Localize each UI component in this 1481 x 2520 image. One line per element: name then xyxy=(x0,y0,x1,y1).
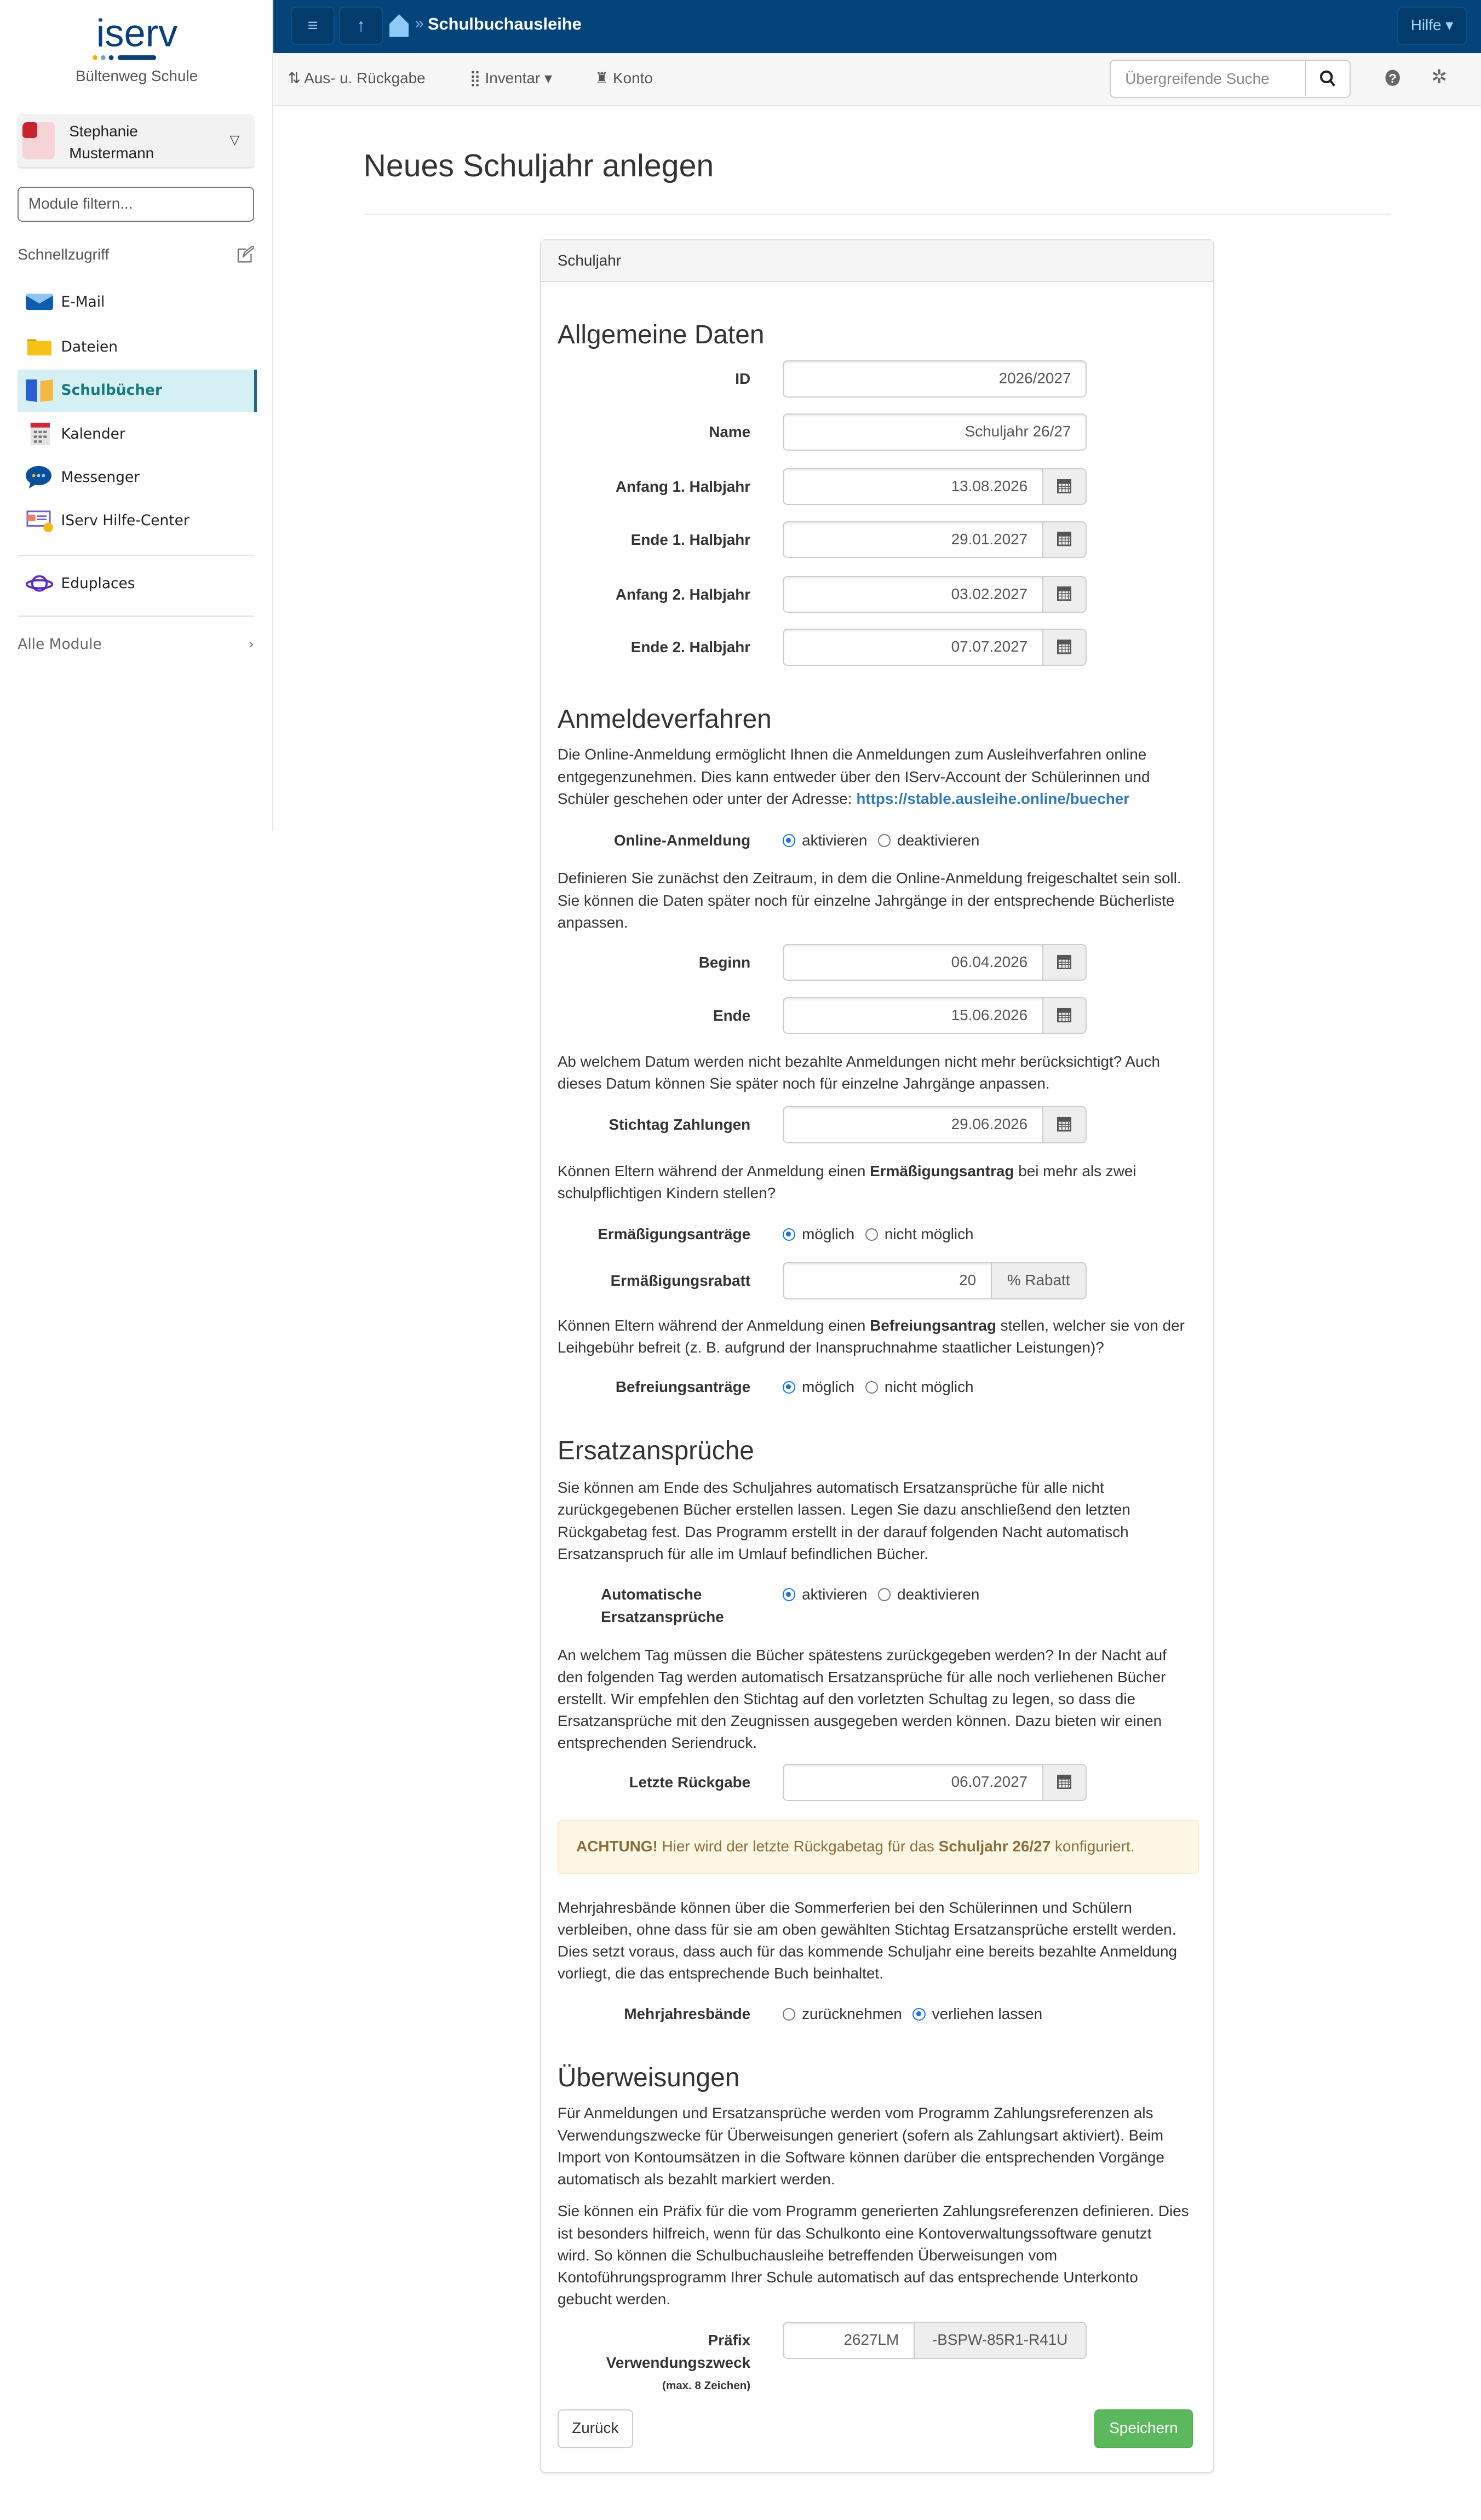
quick-access-label: Schnellzugriff xyxy=(18,246,110,263)
sidebar-item-eduplaces[interactable]: Eduplaces xyxy=(18,563,254,605)
text-line: Mehrjahresbände können über die Sommerferien bei den Schülerinnen und Schülern xyxy=(557,1898,1132,1916)
registration-end-input[interactable]: 15.06.2026 xyxy=(783,997,1043,1034)
edit-icon[interactable] xyxy=(237,246,254,267)
radio-button[interactable] xyxy=(783,1228,795,1241)
end-half1-input[interactable]: 29.01.2027 xyxy=(783,521,1043,559)
label-hint: (max. 8 Zeichen) xyxy=(662,2379,751,2392)
text-line: den folgenden Tag werden automatisch Ersatzansprüche für alle noch verliehenen Bücher xyxy=(557,1668,1166,1685)
field-multi-year-volumes xyxy=(558,2003,1201,2025)
search-icon xyxy=(1306,61,1350,96)
breadcrumb-current[interactable]: Schulbuchausleihe xyxy=(427,14,582,34)
arrow-up-icon: ↑ xyxy=(357,15,366,35)
start-half2-input[interactable]: 03.02.2027 xyxy=(783,576,1043,613)
home-icon[interactable] xyxy=(389,14,409,41)
field-label: Ende 2. Halbjahr xyxy=(630,638,751,656)
payment-deadline-input[interactable]: 29.06.2026 xyxy=(783,1106,1043,1143)
registration-intro xyxy=(558,744,1201,810)
radio-possible[interactable] xyxy=(783,1223,854,1245)
radio-button[interactable] xyxy=(783,1588,795,1601)
toolbar-label: Inventar xyxy=(485,70,541,87)
save-button[interactable]: Speichern xyxy=(1094,2409,1192,2448)
field-end-half2 xyxy=(558,629,1201,666)
field-label: Mehrjahresbände xyxy=(624,2005,751,2023)
calendar-icon xyxy=(26,421,53,447)
iserv-logo[interactable] xyxy=(85,14,188,62)
text-line: Kontoführungsprogramm Ihrer Schule automatisch auf das entsprechende Unterkonto xyxy=(557,2269,1138,2286)
radio-label: verliehen lassen xyxy=(932,2005,1043,2023)
field-reduction-requests xyxy=(558,1223,1201,1245)
mail-icon xyxy=(26,289,53,315)
calendar-icon[interactable] xyxy=(1043,576,1087,613)
search-button[interactable] xyxy=(1305,61,1350,96)
return-date-text xyxy=(558,1644,1201,1754)
text-line: zurückgegebenen Bücher erstellen lassen. Legen Sie dazu anschließend den letzten xyxy=(557,1501,1130,1518)
divider xyxy=(18,615,254,617)
radio-label: zurücknehmen xyxy=(802,2005,902,2023)
radio-button[interactable] xyxy=(912,2008,925,2021)
books-icon xyxy=(26,378,53,404)
text-line: Verwendungszwecke für Überweisungen generiert (sofern als Zahlungsart aktiviert). Beim xyxy=(557,2126,1164,2144)
compensation-intro xyxy=(558,1477,1201,1565)
text-line: verbleiben, ohne dass für sie am oben gewählten Stichtag Ersatzansprüche erstellt werden. xyxy=(557,1920,1176,1938)
barcode-icon: ⣿ xyxy=(469,70,481,87)
radio-possible[interactable] xyxy=(783,1376,854,1398)
text-line: gebucht werden. xyxy=(557,2291,670,2308)
field-id xyxy=(558,360,1201,398)
text-line: erstellt. Wir empfehlen den Stichtag auf den vorletzten Schultag zu legen, so dass die xyxy=(557,1690,1136,1708)
text-segment: stellen, welcher sie von der xyxy=(996,1316,1185,1334)
field-label: Anfang 2. Halbjahr xyxy=(615,585,751,603)
calendar-icon[interactable] xyxy=(1043,1106,1087,1143)
section-heading-transfers: Überweisungen xyxy=(557,2063,740,2092)
text-line: Ab welchem Datum werden nicht bezahlte Anmeldungen nicht mehr berücksichtigt? Auch xyxy=(557,1053,1160,1071)
radio-label: aktivieren xyxy=(802,1586,868,1603)
text-line: Die Online-Anmeldung ermöglicht Ihnen die Anmeldungen zum Ausleihverfahren online xyxy=(557,746,1147,763)
field-payment-prefix xyxy=(558,2322,1201,2392)
id-input[interactable]: 2026/2027 xyxy=(783,360,1087,398)
page-title: Neues Schuljahr anlegen xyxy=(363,148,714,184)
sidebar-item-schoolbooks[interactable]: Schulbücher xyxy=(18,370,257,411)
section-heading-general: Allgemeine Daten xyxy=(557,320,765,350)
registration-period-text xyxy=(558,867,1201,934)
transfers-intro xyxy=(558,2102,1201,2190)
text-line: automatisch als bezahlt markiert werden. xyxy=(557,2170,835,2188)
field-label: Letzte Rückgabe xyxy=(629,1774,751,1791)
radio-button[interactable] xyxy=(878,1588,891,1601)
field-last-return xyxy=(558,1764,1201,1801)
field-registration-begin xyxy=(558,944,1201,981)
toolbar-account[interactable] xyxy=(595,69,653,87)
all-modules-link[interactable]: Alle Module › xyxy=(18,624,254,665)
radio-label: nicht möglich xyxy=(884,1226,974,1243)
last-return-input[interactable]: 06.07.2027 xyxy=(783,1764,1043,1801)
radio-not-possible[interactable] xyxy=(865,1376,974,1398)
exemption-text xyxy=(558,1315,1201,1359)
name-input[interactable]: Schuljahr 26/27 xyxy=(783,413,1087,451)
user-first-name: Stephanie xyxy=(69,123,138,140)
avatar xyxy=(22,122,55,159)
text-line: Sie können ein Präfix für die vom Programm generierten Zahlungsreferenzen definieren. Dies xyxy=(557,2202,1189,2220)
sidebar-item-files[interactable]: Dateien xyxy=(18,326,254,368)
text-segment: Können Eltern während der Anmeldung einen xyxy=(557,1162,870,1180)
text-line: dieses Datum können Sie später noch für einzelne Jahrgänge anpassen. xyxy=(557,1075,1050,1092)
radio-deactivate[interactable] xyxy=(878,829,980,851)
alert-text: konfiguriert. xyxy=(1051,1837,1135,1855)
registration-url-link[interactable]: https://stable.ausleihe.online/buecher xyxy=(856,790,1130,807)
text-segment: Können Eltern während der Anmeldung einen xyxy=(557,1316,870,1334)
caret-down-icon: ▾ xyxy=(544,70,552,87)
user-last-name: Mustermann xyxy=(69,144,154,162)
text-line: entgegenzunehmen. Dies kann entweder über den IServ-Account der Schülerinnen und xyxy=(557,768,1150,785)
hamburger-icon: ≡ xyxy=(307,15,318,35)
help-icon[interactable] xyxy=(1385,69,1400,90)
toolbar-lend-return[interactable] xyxy=(288,69,426,87)
gear-icon[interactable]: ✲ xyxy=(1431,66,1448,88)
payment-deadline-text xyxy=(558,1051,1201,1095)
field-payment-deadline xyxy=(558,1106,1201,1143)
text-bold: Ermäßigungsantrag xyxy=(870,1162,1014,1180)
radio-label: nicht möglich xyxy=(884,1378,974,1396)
radio-button[interactable] xyxy=(783,834,795,847)
radio-keep-lent[interactable] xyxy=(912,2003,1042,2025)
school-year-form-panel xyxy=(540,239,1214,2472)
folder-icon xyxy=(26,335,53,360)
calendar-icon[interactable] xyxy=(1043,629,1087,666)
field-label: Ermäßigungsrabatt xyxy=(610,1272,751,1290)
end-half2-input[interactable]: 07.07.2027 xyxy=(783,629,1043,666)
reduction-discount-input[interactable]: 20 xyxy=(783,1262,992,1299)
prefix-input[interactable]: 2627LM xyxy=(783,2322,915,2359)
field-reduction-discount xyxy=(558,1262,1201,1299)
field-label: Anfang 1. Halbjahr xyxy=(615,477,751,495)
text-line: Sie können am Ende des Schuljahres automatisch Ersatzansprüche für alle nicht xyxy=(557,1479,1104,1497)
radio-button[interactable] xyxy=(783,2008,795,2021)
field-label: Beginn xyxy=(698,953,751,971)
calendar-icon[interactable] xyxy=(1043,997,1087,1034)
text-line: anpassen. xyxy=(557,913,628,931)
sidebar-item-calendar[interactable]: Kalender xyxy=(18,413,254,455)
svg-text:iserv: iserv xyxy=(96,14,177,55)
text-line: Ersatzanspruch für alle im Umlauf befindlichen Bücher. xyxy=(557,1545,928,1562)
label-line: Verwendungszweck xyxy=(606,2354,751,2372)
calendar-icon[interactable] xyxy=(1043,468,1087,505)
section-heading-registration: Anmeldeverfahren xyxy=(557,705,772,734)
field-registration-end xyxy=(558,997,1201,1034)
planet-icon xyxy=(26,571,53,596)
radio-take-back[interactable] xyxy=(783,2003,902,2025)
user-name xyxy=(69,120,154,164)
field-start-half1 xyxy=(558,468,1201,505)
up-button[interactable] xyxy=(339,7,382,45)
divider xyxy=(18,555,254,556)
radio-button[interactable] xyxy=(783,1381,795,1394)
chevron-right-icon: › xyxy=(248,636,254,653)
field-label: Stichtag Zahlungen xyxy=(609,1116,751,1134)
text-segment: bei mehr als zwei xyxy=(1014,1162,1136,1180)
field-label: Befreiungsanträge xyxy=(615,1378,751,1396)
radio-button[interactable] xyxy=(878,834,891,847)
radio-deactivate[interactable] xyxy=(878,1583,980,1606)
field-name xyxy=(558,413,1201,451)
field-label: Ende xyxy=(713,1006,751,1024)
sidebar-item-help-center[interactable]: IServ Hilfe-Center xyxy=(18,500,254,542)
radio-label: deaktivieren xyxy=(897,832,980,849)
text-line: Dies setzt voraus, dass auch für das kommende Schuljahr eine bereits bezahlte Anmeldung xyxy=(557,1942,1177,1960)
text-line: Definieren Sie zunächst den Zeitraum, in dem die Online-Anmeldung freigeschaltet sein soll. xyxy=(557,870,1181,887)
warning-alert xyxy=(558,1820,1199,1874)
field-label: ID xyxy=(735,370,751,388)
reduction-text xyxy=(558,1160,1201,1204)
toolbar-label: Konto xyxy=(613,70,653,87)
help-dropdown[interactable] xyxy=(1397,7,1466,45)
help-label: Hilfe xyxy=(1410,16,1442,33)
svg-text:?: ? xyxy=(1388,71,1397,86)
multi-year-text xyxy=(558,1897,1201,1985)
text-line: ist besonders hilfreich, wenn für das Schulkonto eine Kontoverwaltungssoftware genutzt xyxy=(557,2224,1152,2242)
field-label: Automatische Ersatzansprüche xyxy=(601,1586,724,1626)
radio-button[interactable] xyxy=(865,1228,878,1241)
swap-icon: ⇅ xyxy=(288,70,301,87)
registration-begin-input[interactable]: 06.04.2026 xyxy=(783,944,1043,981)
text-line: Ersatzansprüche mit den Zeugnissen ausgegeben werden können. Dazu bieten wir einen xyxy=(557,1712,1162,1730)
alert-bold: ACHTUNG! xyxy=(576,1837,658,1855)
section-heading-compensation: Ersatzansprüche xyxy=(557,1436,754,1465)
text-line: schulpflichtigen Kindern stellen? xyxy=(557,1184,776,1202)
alert-text: Hier wird der letzte Rückgabetag für das xyxy=(657,1837,939,1855)
field-label xyxy=(558,2329,750,2396)
text-line: Für Anmeldungen und Ersatzansprüche werden vom Programm Zahlungsreferenzen als xyxy=(557,2104,1153,2122)
sidebar xyxy=(0,0,273,831)
label-line: Präfix xyxy=(708,2332,751,2349)
radio-label: aktivieren xyxy=(802,832,868,849)
back-button[interactable]: Zurück xyxy=(558,2409,633,2448)
field-online-registration xyxy=(558,829,1201,851)
field-automatic-compensation xyxy=(558,1583,1201,1626)
radio-label: deaktivieren xyxy=(897,1586,980,1603)
field-label: Ende 1. Halbjahr xyxy=(630,531,751,548)
percent-discount-addon: % Rabatt xyxy=(992,1262,1087,1299)
text-line: Rückgabetag fest. Das Programm erstellt in der darauf folgenden Nacht automatisch xyxy=(557,1523,1129,1540)
field-label: Ermäßigungsanträge xyxy=(598,1226,751,1243)
field-exemption-requests xyxy=(558,1376,1201,1398)
top-navbar xyxy=(273,0,1481,53)
field-label: Name xyxy=(709,423,751,441)
piggy-bank-icon: ♜ xyxy=(595,70,609,87)
toolbar-inventory[interactable] xyxy=(469,69,552,87)
alert-bold: Schuljahr 26/27 xyxy=(938,1837,1051,1855)
panel-heading: Schuljahr xyxy=(541,240,1213,281)
breadcrumb-separator: » xyxy=(415,14,424,33)
prefix-text xyxy=(558,2200,1201,2310)
text-line: Import von Kontoumsätzen in die Software können darüber die entsprechenden Vorgänge xyxy=(557,2148,1164,2166)
start-half1-input[interactable]: 13.08.2026 xyxy=(783,468,1043,505)
reference-suffix-addon: -BSPW-85R1-R41U xyxy=(915,2322,1087,2359)
radio-button[interactable] xyxy=(865,1381,878,1394)
chat-icon xyxy=(26,464,53,490)
calendar-icon[interactable] xyxy=(1043,1764,1087,1801)
radio-label: möglich xyxy=(802,1378,855,1396)
field-label: Online-Anmeldung xyxy=(613,832,751,849)
radio-not-possible[interactable] xyxy=(865,1223,974,1245)
field-start-half2 xyxy=(558,576,1201,613)
module-toolbar xyxy=(273,53,1481,106)
text-line: vorliegt, die das entsprechende Buch beinhaltet. xyxy=(557,1965,883,1982)
user-menu[interactable] xyxy=(18,114,254,167)
text-line: Leihgebühr befreit (z. B. aufgrund der Inanspruchnahme staatlicher Leistungen)? xyxy=(557,1338,1104,1356)
calendar-icon[interactable] xyxy=(1043,521,1087,559)
text-line: entsprechenden Seriendruck. xyxy=(557,1734,757,1752)
sidebar-item-email[interactable]: E-Mail xyxy=(18,281,254,323)
caret-down-icon: ▾ xyxy=(1445,16,1454,33)
school-name: Bültenweg Schule xyxy=(75,67,198,85)
text-bold: Befreiungsantrag xyxy=(870,1316,996,1334)
toolbar-label: Aus- u. Rückgabe xyxy=(304,70,426,87)
caret-down-icon: ▽ xyxy=(229,132,240,147)
field-label-wrap xyxy=(558,1583,750,1628)
search-input[interactable]: Übergreifende Suche xyxy=(1125,70,1270,88)
radio-activate[interactable] xyxy=(783,829,868,851)
help-center-icon xyxy=(26,508,53,534)
text-line: Schüler geschehen oder unter der Adresse: xyxy=(557,790,857,807)
text-line: An welchem Tag müssen die Bücher spätestens zurückgegeben werden? In der Nacht auf xyxy=(557,1646,1167,1664)
global-search[interactable] xyxy=(1110,60,1351,98)
radio-label: möglich xyxy=(802,1226,855,1243)
text-line: wird. So können die Schulbuchausleihe betreffenden Überweisungen vom xyxy=(557,2246,1058,2264)
field-end-half1 xyxy=(558,521,1201,559)
sidebar-item-messenger[interactable]: Messenger xyxy=(18,457,254,498)
radio-activate[interactable] xyxy=(783,1583,868,1606)
module-filter-input[interactable]: Module filtern... xyxy=(18,187,254,222)
menu-toggle-button[interactable] xyxy=(291,7,334,45)
divider xyxy=(364,214,1391,215)
calendar-icon[interactable] xyxy=(1043,944,1087,981)
text-line: Sie können die Daten später noch für einzelne Jahrgänge in der entsprechende Bücherliste xyxy=(557,891,1175,909)
